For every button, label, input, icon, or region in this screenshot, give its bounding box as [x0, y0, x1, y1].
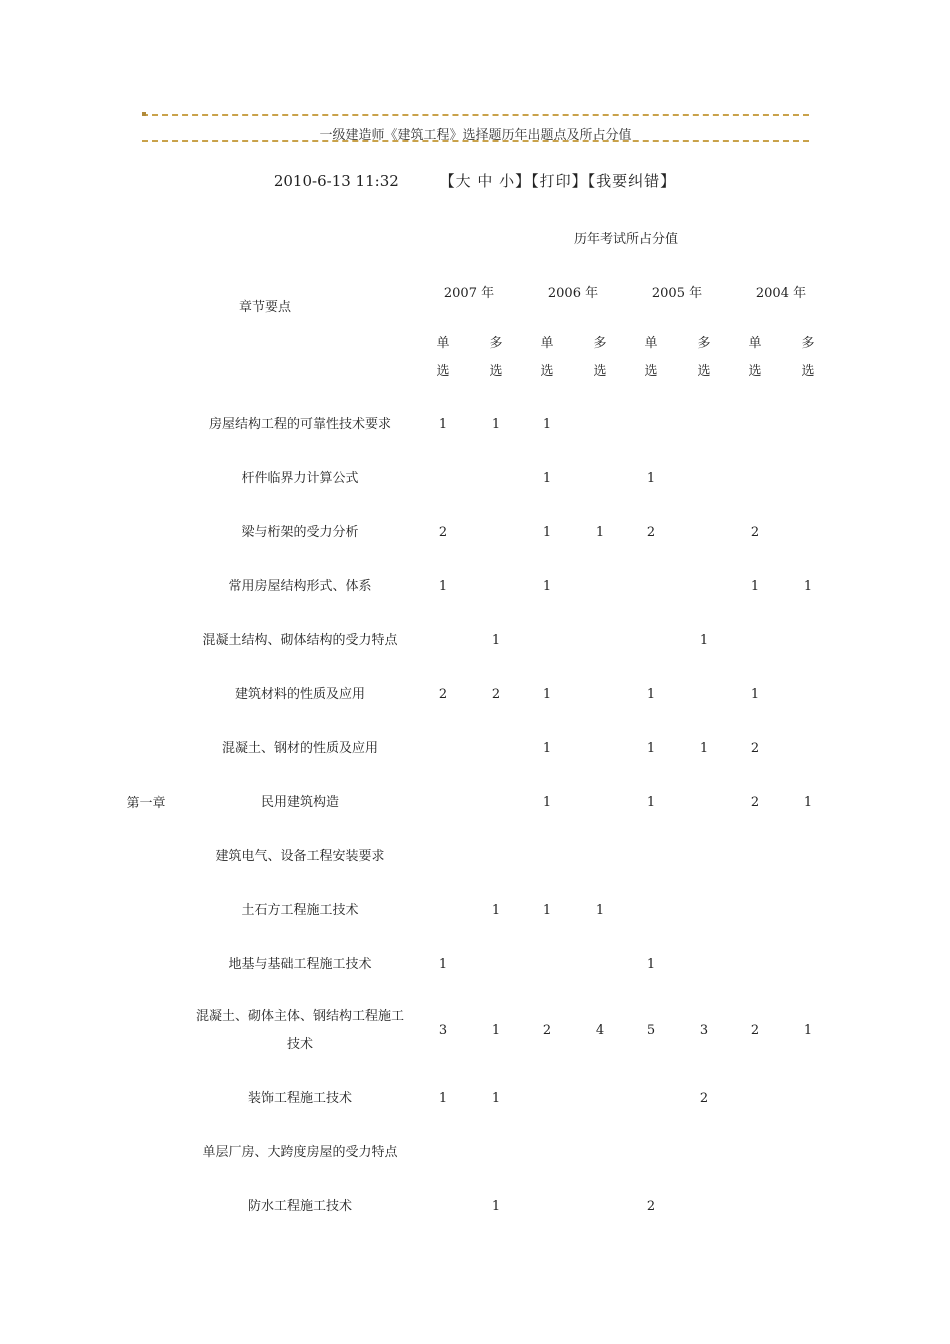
table-cell: 1: [750, 579, 760, 594]
chapter-label: 第一章: [126, 796, 166, 811]
table-cell: 1: [542, 579, 552, 594]
table-cell: 2: [438, 525, 448, 540]
table-cell: 2: [750, 795, 760, 810]
table-cell: 2: [646, 1199, 656, 1214]
year-header: 2007 年: [443, 286, 495, 301]
row-topic: 单层厂房、大跨度房屋的受力特点: [202, 1145, 398, 1160]
table-cell: 2: [699, 1091, 709, 1106]
year-header: 2005 年: [651, 286, 703, 301]
table-header-chapter: 章节要点: [238, 300, 291, 315]
table-cell: 2: [750, 741, 760, 756]
row-topic: 梁与桁架的受力分析: [241, 525, 359, 540]
table-cell: 1: [542, 525, 552, 540]
table-cell: 1: [595, 903, 605, 918]
table-cell: 1: [438, 1091, 448, 1106]
table-header-scores: 历年考试所占分值: [573, 232, 678, 247]
year-header: 2006 年: [547, 286, 599, 301]
table-cell: 2: [438, 687, 448, 702]
table-cell: 1: [491, 1091, 501, 1106]
row-topic: 地基与基础工程施工技术: [228, 957, 372, 972]
article-meta: [0, 170, 950, 191]
row-topic: 常用房屋结构形式、体系: [228, 579, 372, 594]
bullet-dot: [142, 112, 146, 116]
sub-header: 多选: [593, 336, 607, 379]
sub-header: 多选: [697, 336, 711, 379]
table-cell: 1: [542, 795, 552, 810]
sub-header: 单选: [540, 336, 554, 379]
title-divider-top: [142, 114, 809, 116]
table-cell: 1: [438, 957, 448, 972]
article-title: 一级建造师《建筑工程》选择题历年出题点及所占分值: [319, 128, 632, 143]
table-cell: 1: [699, 633, 709, 648]
row-topic: 建筑材料的性质及应用: [234, 687, 365, 702]
table-cell: 1: [542, 471, 552, 486]
table-cell: 1: [803, 579, 813, 594]
sub-header: 单选: [436, 336, 450, 379]
table-cell: 1: [491, 417, 501, 432]
row-topic: 土石方工程施工技术: [241, 903, 359, 918]
table-cell: 2: [750, 525, 760, 540]
table-cell: 1: [491, 903, 501, 918]
table-cell: 1: [491, 1199, 501, 1214]
table-cell: 1: [491, 633, 501, 648]
sub-header: 多选: [801, 336, 815, 379]
row-topic: 装饰工程施工技术: [247, 1091, 352, 1106]
report-error-link[interactable]: 【我要纠错】: [587, 172, 677, 190]
row-topic: 杆件临界力计算公式: [241, 471, 359, 486]
row-topic: 混凝土、砌体主体、钢结构工程施工技术: [195, 1009, 404, 1052]
table-cell: 1: [438, 579, 448, 594]
table-cell: 1: [803, 1023, 813, 1038]
year-header: 2004 年: [755, 286, 807, 301]
publish-date: 2010-6-13 11:32: [273, 172, 399, 190]
table-cell: 4: [595, 1023, 605, 1038]
table-cell: 2: [491, 687, 501, 702]
table-cell: 3: [699, 1023, 709, 1038]
table-cell: 3: [438, 1023, 448, 1038]
row-topic: 混凝土结构、砌体结构的受力特点: [202, 633, 398, 648]
table-cell: 1: [542, 417, 552, 432]
table-cell: 1: [699, 741, 709, 756]
sub-header: 多选: [489, 336, 503, 379]
table-cell: 1: [646, 687, 656, 702]
table-cell: 2: [542, 1023, 552, 1038]
table-cell: 1: [750, 687, 760, 702]
row-topic: 民用建筑构造: [260, 795, 339, 810]
table-cell: 2: [750, 1023, 760, 1038]
table-cell: 1: [542, 741, 552, 756]
table-cell: 1: [646, 795, 656, 810]
row-topic: 房屋结构工程的可靠性技术要求: [208, 417, 391, 432]
table-cell: 1: [646, 957, 656, 972]
table-cell: 5: [646, 1023, 656, 1038]
font-size-toggle[interactable]: 【大 中 小】: [439, 172, 532, 190]
table-cell: 1: [542, 687, 552, 702]
table-cell: 1: [438, 417, 448, 432]
row-topic: 防水工程施工技术: [247, 1199, 352, 1214]
table-cell: 1: [646, 471, 656, 486]
table-cell: 1: [646, 741, 656, 756]
table-cell: 1: [491, 1023, 501, 1038]
table-cell: 1: [542, 903, 552, 918]
table-cell: 1: [595, 525, 605, 540]
row-topic: 混凝土、钢材的性质及应用: [221, 741, 378, 756]
sub-header: 单选: [748, 336, 762, 379]
title-divider-bottom: [142, 140, 809, 142]
sub-header: 单选: [644, 336, 658, 379]
row-topic: 建筑电气、设备工程安装要求: [215, 849, 385, 864]
print-link[interactable]: 【打印】: [531, 172, 588, 190]
table-cell: 2: [646, 525, 656, 540]
table-cell: 1: [803, 795, 813, 810]
